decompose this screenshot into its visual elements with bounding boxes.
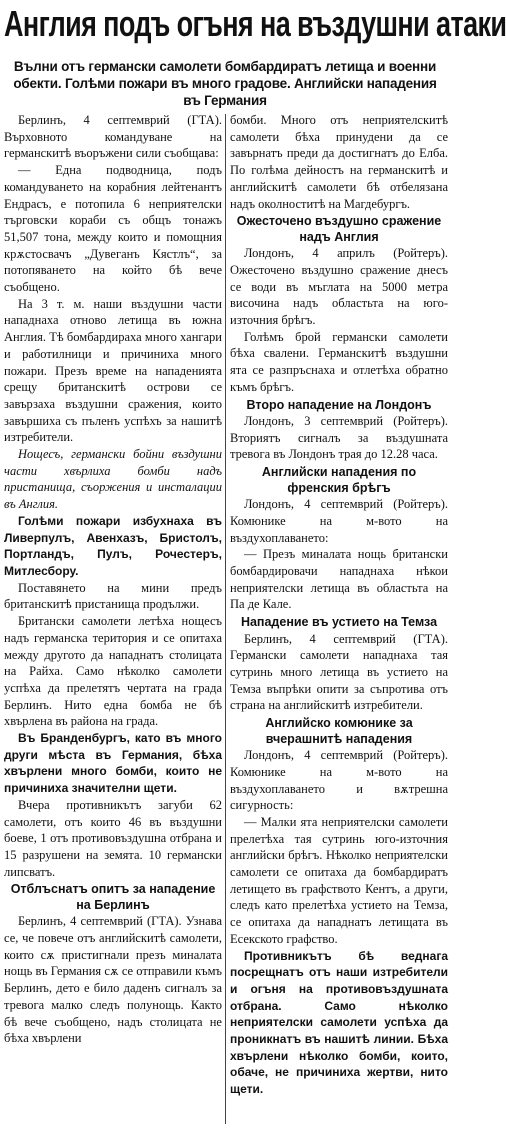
left-column [4, 112, 222, 1127]
headline: Англия подъ огъня на въздушни атаки [4, 3, 506, 44]
right-column [230, 112, 448, 1127]
section-heading-air-battle: Ожесточено въздушно сражение надъ Англия [236, 214, 442, 244]
night-raids-paragraph: Нощесъ, германски бойни въздушни части хвърлиха бомби надъ пристанища, съоржения и инсталации въ Англия. [4, 447, 222, 512]
section-heading-second-attack: Второ нападение на Лондонъ [246, 397, 432, 412]
shot-down-paragraph: Голѣмъ брой германски самолети бѣха свалени. Германскитѣ въздушни ята се разпръснаха и отлетѣха обратно къмъ брѣгъ. [230, 329, 448, 394]
communique-result: Противникътъ бѣ веднага посрещнатъ отъ наши изтребители и огъня на противовъздушната отбрана. Само нѣколко неприятелски самолети успѣха да проникнатъ въ нашитѣ линии. Бѣха хвърлени нѣколко бомби, които, обаче, не причиниха жертви, нито щети. [230, 948, 448, 1097]
air-battle-paragraph: Лондонъ, 4 априлъ (Ройтеръ). Ожесточено въздушно сражение днесъ се води въ мъглата на 5000 метра височина надъ областьта на юго-източния брѣгъ. [230, 246, 448, 328]
berlin-paragraph: Берлинъ, 4 септемврий (ГТА). Узнава се, че повече отъ английскитѣ самолети, които сѫ пристигнали презъ миналата нощь въ Германия сѫ се отправили къмъ Берлинъ, дето е било даденъ сигналъ за тревога малко следъ полунощь. Както бѣ вече съобщено, надъ столицата не бѣха хвърлени [4, 914, 222, 1046]
submarine-paragraph: — Една подводница, подъ командуването на корабния лейтенантъ Ендрасъ, е потопила 6 неприятелски търговски кораби съ общъ тонажъ 51,507 тона, между които и помощния крѫстосвачъ „Дувеганъ Кястлъ“, за потопяването на който бѣ вече съобщено. [4, 163, 222, 295]
french-coast-paragraph: Лондонъ, 4 септемврий (Ройтеръ). Комюнике на м-вото на въздухоплаването: [230, 497, 448, 545]
british-planes-paragraph: Британски самолети летѣха нощесъ надъ германска територия и се опитаха между другото да нападнатъ столицата на Райха. Само нѣколко самолети успѣха да прелетятъ чертата на града Берлинъ. Нито една бомба не бѣ хвърлена въ района на града. [4, 614, 222, 729]
section-heading-berlin: Отблъснатъ опитъ за нападение на Берлинъ [10, 882, 216, 912]
subheadline: Вълни отъ германски самолети бомбардиратъ летища и военни обекти. Голѣми пожари въ много градове. Английски нападения въ Германия [13, 59, 437, 108]
section-heading-french-coast: Английски нападения по френския брѣгъ [261, 465, 417, 495]
mines-paragraph: Поставянето на мини предъ британскитѣ пристанища продължи. [4, 580, 222, 612]
section-heading-communique: Английско комюнике за вчерашнитѣ нападения [265, 716, 413, 746]
section-heading-thames: Нападение въ устието на Темза [240, 615, 438, 630]
losses-paragraph: Вчера противникътъ загуби 62 самолети, отъ които 46 въ въздушни боеве, 1 отъ противовъздушна отбрана и 15 разрушени на земята. 10 германски липсватъ. [4, 797, 222, 879]
fires-paragraph: Голѣми пожари избухнаха въ Ливерпулъ, Авенхазъ, Бристолъ, Портландъ, Пулъ, Рочестеръ, Митлесбору. [4, 513, 222, 578]
air-raids-paragraph: На 3 т. м. наши въздушни части нападнаха отново летища въ южна Англия. Тѣ бомбардираха много хангари и работилници и причиниха много пожари. Презъ време на нападенията срещу британскитѣ острови се завързаха въздушни сражения, които завършиха съ пъленъ успѣхъ за нашитѣ изтребители. [4, 296, 222, 445]
second-attack-paragraph: Лондонъ, 3 септемврий (Ройтеръ). Вториятъ сигналъ за въздушната тревога въ Лондонъ трая до 12.28 часа. [230, 414, 448, 462]
column-divider [225, 114, 226, 1124]
communique-paragraph: Лондонъ, 4 септемврий (Ройтеръ). Комюнике на м-вото на въздухоплаването и вѫтрешна сигурность: [230, 748, 448, 813]
communique-detail: — Малки ята неприятелски самолети прелетѣха тая сутринь юго-източния английски брѣгъ. Нѣколко неприятелски самолети се опитаха да бомбардиратъ летището въ графството Кентъ, а други, следъ като прелетѣха устието на Темза, се опитаха да нападнатъ летищата въ Есекското графство. [230, 814, 448, 946]
continuation-paragraph: бомби. Много отъ неприятелскитѣ самолети бѣха принудени да се завърнатъ преди да достигнатъ до Елба. По голѣма дейностъ на германскитѣ и английскитѣ самолети бѣ отбелязана надъ околноститѣ на Магдебургъ. [230, 113, 448, 211]
brandenburg-paragraph: Въ Бранденбургъ, като въ много други мѣста въ Германия, бѣха хвърлени много бомби, които не причиниха значителни щети. [4, 731, 222, 796]
thames-paragraph: Берлинъ, 4 септемврий (ГТА). Германски самолети нападнаха тая сутринь много летища въ устието на Темза въпрѣки опити за съпротива отъ страна на английскитѣ изтребители. [230, 631, 448, 713]
lead-paragraph: Берлинъ, 4 септемврий (ГТА). Върховното командуване на германскитѣ въоръжени сили съобщава: [4, 113, 222, 161]
french-coast-detail: — Презъ миналата нощь британски бомбардировачи нападнаха нѣкои неприятелски летища въ областьта на Па де Кале. [230, 547, 448, 612]
